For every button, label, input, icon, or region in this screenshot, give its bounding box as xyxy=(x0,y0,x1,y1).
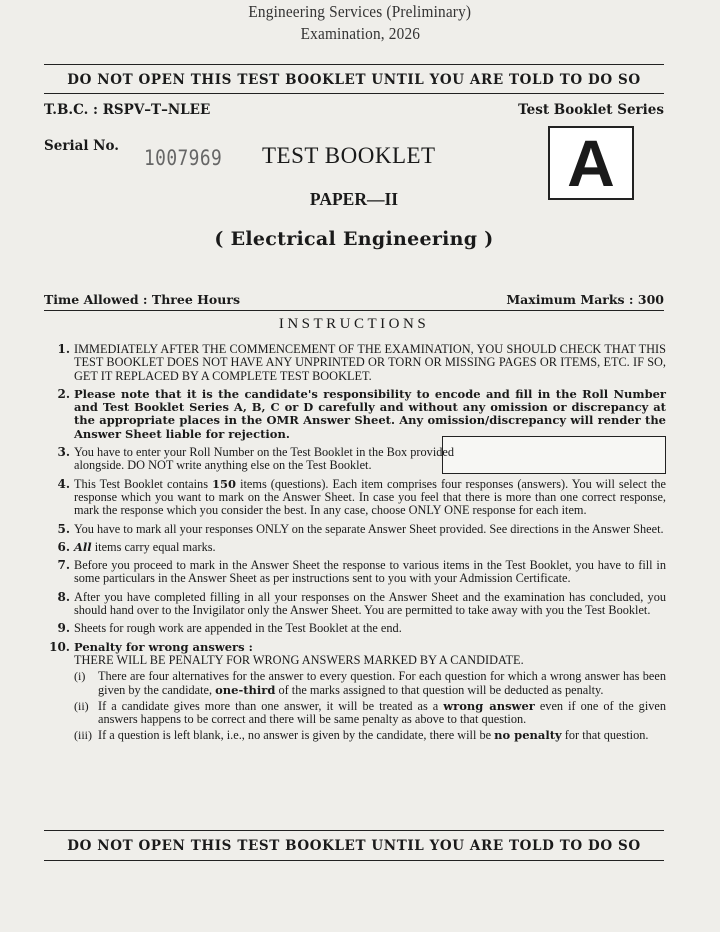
exam-title-line2: Examination, 2026 xyxy=(300,24,420,43)
series-letter: A xyxy=(567,126,615,200)
instruction-9: Sheets for rough work are appended in the Test Booklet at the end. xyxy=(74,621,402,636)
series-label: Test Booklet Series xyxy=(518,102,664,118)
list-item xyxy=(46,446,666,473)
serial-number: 1007969 xyxy=(144,146,223,170)
instruction-4: This Test Booklet contains 150 items (questions). Each item comprises four responses (answers). You will select the response which you want to mark on the Answer Sheet. In case you feel that there is more than one correct response, mark the response which you consider the best. In any case, choose ONLY ONE response for each item. xyxy=(74,476,666,518)
exam-title-line1: Engineering Services (Preliminary) xyxy=(248,2,472,21)
list-item xyxy=(46,622,666,635)
instruction-8: After you have completed filling in all your responses on the Answer Sheet and the examination has concluded, you should hand over to the Invigilator only the Answer Sheet. You are permitted to take away with you the Test Booklet. xyxy=(74,589,666,618)
penalty-sub-i: (i) There are four alternatives for the answer to every question. For each question for which a wrong answer has been given by the candidate, one-third of the marks assigned to that question will be deducted as penalty. xyxy=(74,669,666,697)
banner-rule xyxy=(44,93,664,94)
list-item xyxy=(46,559,666,586)
instructions-rule xyxy=(44,310,664,311)
max-marks: Maximum Marks : 300 xyxy=(506,292,664,307)
penalty-sub-iii: (iii) If a question is left blank, i.e., no answer is given by the candidate, there will be no penalty for that question. xyxy=(74,728,649,743)
top-rule xyxy=(44,64,664,65)
item-number: 2. xyxy=(57,386,70,401)
list-item xyxy=(46,523,666,536)
item-number: 9. xyxy=(57,621,70,636)
tbc-code: T.B.C. : RSPV–T–NLEE xyxy=(44,102,211,118)
instruction-7: Before you proceed to mark in the Answer Sheet the response to various items in the Test Booklet, you have to fill in some particulars in the Answer Sheet as per instructions sent to you with your Admission Certificate. xyxy=(74,558,666,586)
serial-label: Serial No. xyxy=(44,138,119,154)
item-number: 1. xyxy=(57,342,70,356)
list-item xyxy=(46,388,666,441)
item-number: 10. xyxy=(49,639,70,654)
item-number: 8. xyxy=(57,589,70,604)
instruction-6: All items carry equal marks. xyxy=(74,539,216,554)
bottom-warning-banner: DO NOT OPEN THIS TEST BOOKLET UNTIL YOU ARE TOLD TO DO SO xyxy=(67,838,641,854)
item-number: 6. xyxy=(57,539,70,554)
instruction-10 xyxy=(74,641,666,743)
list-item xyxy=(46,541,666,554)
instructions-list xyxy=(46,343,666,748)
item-number: 5. xyxy=(57,521,70,536)
penalty-sub-ii: (ii) If a candidate gives more than one answer, it will be treated as a wrong answer even if one of the given answers happens to be correct and there will be same penalty as above to that question. xyxy=(74,698,666,727)
penalty-statement: THERE WILL BE PENALTY FOR WRONG ANSWERS MARKED BY A CANDIDATE. xyxy=(74,652,524,667)
list-item xyxy=(46,478,666,518)
list-item xyxy=(46,641,666,743)
list-item xyxy=(46,343,666,383)
item-number: 7. xyxy=(57,558,70,573)
subject-title: ( Electrical Engineering ) xyxy=(214,228,494,250)
instruction-3: You have to enter your Roll Number on the Test Booklet in the Box provided alongside. DO NOT write anything else on the Test Booklet. xyxy=(74,445,454,473)
bottom-rule xyxy=(44,830,664,831)
paper-title: PAPER—II xyxy=(309,189,399,209)
bottom-banner-rule xyxy=(44,860,664,861)
instructions-heading: INSTRUCTIONS xyxy=(278,316,430,332)
time-allowed: Time Allowed : Three Hours xyxy=(44,292,240,307)
item-number: 4. xyxy=(57,476,70,491)
instruction-2: Please note that it is the candidate's responsibility to encode and fill in the Roll Number and Test Booklet Series A, B, C or D carefully and without any omission or discrepancy at the appropriate places in the OMR Answer Sheet. Any omission/discrepancy will render the Answer Sheet liable for rejection. xyxy=(74,386,666,441)
item-number: 3. xyxy=(57,445,70,460)
top-warning-banner: DO NOT OPEN THIS TEST BOOKLET UNTIL YOU ARE TOLD TO DO SO xyxy=(67,72,641,88)
penalty-heading: Penalty for wrong answers : xyxy=(74,639,253,654)
booklet-title: TEST BOOKLET xyxy=(262,143,436,168)
instruction-1: IMMEDIATELY AFTER THE COMMENCEMENT OF THE EXAMINATION, YOU SHOULD CHECK THAT THIS TEST BOOKLET DOES NOT HAVE ANY UNPRINTED OR TORN OR MISSING PAGES OR ITEMS, ETC. IF SO, GET IT REPLACED BY A COMPLETE TEST BOOKLET. xyxy=(74,342,666,383)
list-item xyxy=(46,591,666,618)
instruction-5: You have to mark all your responses ONLY on the separate Answer Sheet provided. See directions in the Answer Sheet. xyxy=(74,521,664,536)
